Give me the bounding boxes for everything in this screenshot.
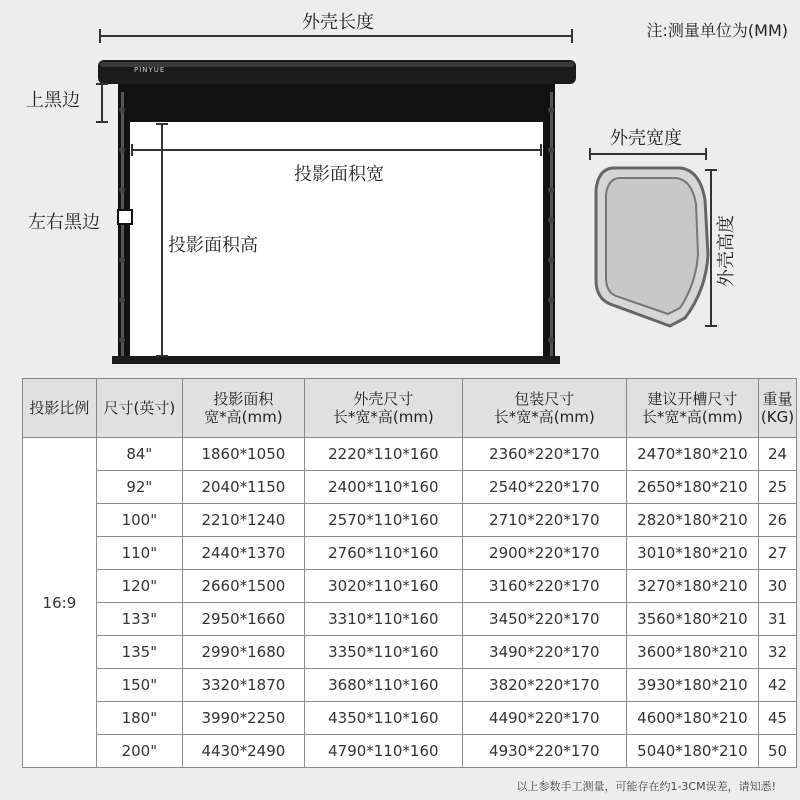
- disclaimer-footer: 以上参数手工测量，可能存在约1-3CM误差，请知悉!: [516, 780, 776, 793]
- top-border-dimension: [96, 84, 108, 122]
- cell-proj: 2210*1240: [182, 504, 304, 537]
- table-body: [23, 438, 797, 768]
- header-ratio: 投影比例: [23, 379, 97, 438]
- cell-size: 120": [96, 570, 182, 603]
- cell-shell: 3020*110*160: [304, 570, 462, 603]
- cell-pack: 3160*220*170: [462, 570, 626, 603]
- side-border-label: 左右黑边: [28, 212, 100, 233]
- cell-size: 84": [96, 438, 182, 471]
- header-shell-size: 外壳尺寸 长*宽*高(mm): [304, 379, 462, 438]
- cell-pack: 3450*220*170: [462, 603, 626, 636]
- table-row: [23, 702, 797, 735]
- cell-pack: 4930*220*170: [462, 735, 626, 768]
- cell-pack: 3820*220*170: [462, 669, 626, 702]
- cell-size: 135": [96, 636, 182, 669]
- cell-size: 100": [96, 504, 182, 537]
- screen-drawing: [0, 0, 800, 378]
- cell-proj: 1860*1050: [182, 438, 304, 471]
- cell-slot: 3010*180*210: [626, 537, 758, 570]
- cell-proj: 4430*2490: [182, 735, 304, 768]
- table-row: [23, 438, 797, 471]
- projection-width-label: 投影面积宽: [294, 164, 384, 185]
- header-proj-area: 投影面积 宽*高(mm): [182, 379, 304, 438]
- cell-proj: 2440*1370: [182, 537, 304, 570]
- table-row: [23, 669, 797, 702]
- shell-cross-section: [596, 168, 708, 326]
- cell-weight: 32: [759, 636, 797, 669]
- cell-slot: 3560*180*210: [626, 603, 758, 636]
- cell-size: 200": [96, 735, 182, 768]
- cell-shell: 4790*110*160: [304, 735, 462, 768]
- cell-proj: 3990*2250: [182, 702, 304, 735]
- cell-shell: 3680*110*160: [304, 669, 462, 702]
- cell-weight: 24: [759, 438, 797, 471]
- header-pack-size: 包装尺寸 长*宽*高(mm): [462, 379, 626, 438]
- cell-slot: 5040*180*210: [626, 735, 758, 768]
- cell-slot: 2470*180*210: [626, 438, 758, 471]
- screen-diagram: [0, 0, 800, 378]
- cell-pack: 2360*220*170: [462, 438, 626, 471]
- ratio-cell: 16:9: [23, 438, 97, 768]
- cell-size: 92": [96, 471, 182, 504]
- cell-shell: 3310*110*160: [304, 603, 462, 636]
- cell-weight: 30: [759, 570, 797, 603]
- cell-shell: 4350*110*160: [304, 702, 462, 735]
- table-row: [23, 636, 797, 669]
- cell-weight: 50: [759, 735, 797, 768]
- cell-shell: 3350*110*160: [304, 636, 462, 669]
- brand-logo: PINYUE: [134, 66, 166, 74]
- cell-pack: 3490*220*170: [462, 636, 626, 669]
- table-header-row: [23, 379, 797, 438]
- bottom-bar: [112, 356, 560, 364]
- table-row: [23, 570, 797, 603]
- spec-table: [22, 378, 797, 768]
- table-row: [23, 504, 797, 537]
- cell-slot: 3600*180*210: [626, 636, 758, 669]
- cell-size: 150": [96, 669, 182, 702]
- cell-weight: 45: [759, 702, 797, 735]
- cell-weight: 27: [759, 537, 797, 570]
- cell-pack: 2540*220*170: [462, 471, 626, 504]
- cell-proj: 3320*1870: [182, 669, 304, 702]
- cell-slot: 2820*180*210: [626, 504, 758, 537]
- cell-shell: 2400*110*160: [304, 471, 462, 504]
- shell-width-label: 外壳宽度: [610, 128, 682, 149]
- cell-pack: 2900*220*170: [462, 537, 626, 570]
- header-weight: 重量 (KG): [759, 379, 797, 438]
- table-row: [23, 537, 797, 570]
- cell-pack: 4490*220*170: [462, 702, 626, 735]
- cell-shell: 2570*110*160: [304, 504, 462, 537]
- cell-proj: 2950*1660: [182, 603, 304, 636]
- cell-weight: 42: [759, 669, 797, 702]
- table-row: [23, 735, 797, 768]
- cell-size: 133": [96, 603, 182, 636]
- header-slot-size: 建议开槽尺寸 长*宽*高(mm): [626, 379, 758, 438]
- cell-shell: 2220*110*160: [304, 438, 462, 471]
- cell-shell: 2760*110*160: [304, 537, 462, 570]
- table-row: [23, 471, 797, 504]
- cell-slot: 3930*180*210: [626, 669, 758, 702]
- cell-proj: 2660*1500: [182, 570, 304, 603]
- cell-slot: 3270*180*210: [626, 570, 758, 603]
- cell-proj: 2040*1150: [182, 471, 304, 504]
- table-row: [23, 603, 797, 636]
- spec-table-wrapper: [22, 378, 800, 772]
- cell-size: 110": [96, 537, 182, 570]
- cell-pack: 2710*220*170: [462, 504, 626, 537]
- cell-weight: 26: [759, 504, 797, 537]
- cell-slot: 4600*180*210: [626, 702, 758, 735]
- cell-proj: 2990*1680: [182, 636, 304, 669]
- projection-height-label: 投影面积高: [168, 235, 258, 256]
- top-border-label: 上黑边: [26, 90, 80, 111]
- shell-length-label: 外壳长度: [302, 12, 374, 33]
- cell-weight: 31: [759, 603, 797, 636]
- cell-size: 180": [96, 702, 182, 735]
- cell-slot: 2650*180*210: [626, 471, 758, 504]
- cell-weight: 25: [759, 471, 797, 504]
- unit-note: 注:测量单位为(MM): [646, 21, 788, 40]
- shell-height-label: 外壳高度: [716, 215, 737, 287]
- header-size: 尺寸(英寸): [96, 379, 182, 438]
